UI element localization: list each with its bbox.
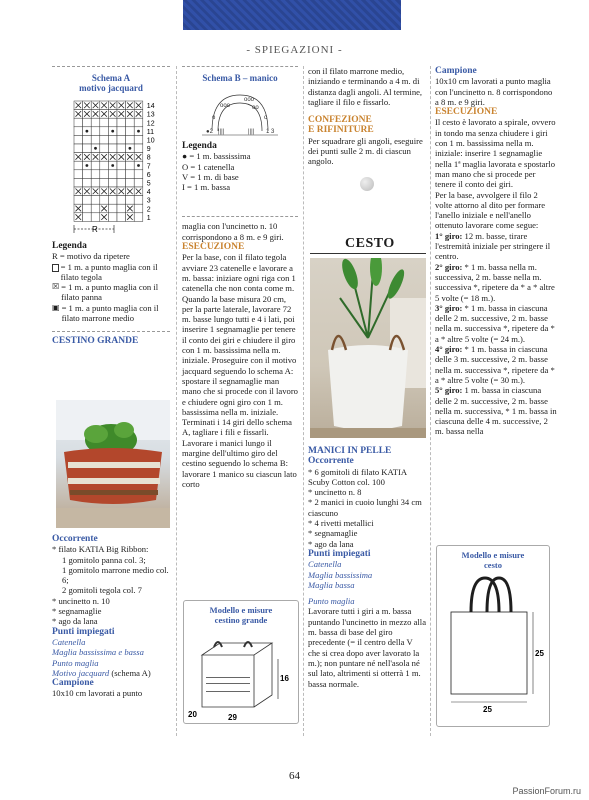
svg-text:||||: ||||	[218, 129, 225, 135]
chart-cell	[91, 178, 100, 187]
campione-text: 10x10 cm lavorati a punto maglia con l'uncinetto n. 8 corrispondono a 8 m. e 9 giri.	[435, 76, 553, 107]
punti-item-italic: Motivo jacquard	[52, 667, 110, 678]
x-square-icon: ☒	[52, 282, 60, 292]
chart-cell	[83, 135, 92, 144]
legend-a-title: Legenda	[52, 241, 87, 251]
cesto-diagram-title-line1: Modello e misure	[461, 550, 525, 560]
chart-cell	[100, 170, 109, 179]
chart-cell	[74, 135, 83, 144]
col2-para: maglia con l'uncinetto n. 10 corrispondono a 8 m. e 9 giri.	[182, 221, 284, 242]
col4-para: Il cesto è lavorato a spirale, ovvero in tondo ma senza chiudere i giri con 1 m. bassissima nella m. iniziale: inserire 1 segnamaglie nella 1ª maglia lavorata e spostarlo man mano che si procede per tenere il conto dei giri.	[435, 117, 556, 190]
column-2	[182, 66, 298, 489]
cestino-diagram-title-line2: cestino grande	[214, 615, 268, 625]
col2-para: Quando la base misura 20 cm, per la parte laterale, lavorare 72 m. basse lungo tutti e 4 i lati, poi inserire 1 segnamaglie per tenere il conto dei giri e chiudere il giro con 1 m. bassissima nella m. iniziale. Proseguire con il motivo jacquard seguendo lo schema A: spostare il segnamaglie man mano che si procede con il lavoro e chiudere ogni giro con 1 m. bassissima nella m. iniziale. Terminati i 14 giri dello schema A, tagliare i fili e fissarli.	[182, 293, 298, 438]
chart-cell	[108, 196, 117, 205]
cestino-diagram-title-line1: Modello e misure	[209, 605, 273, 615]
cestino-diagram	[183, 600, 299, 724]
chart-cell	[126, 178, 135, 187]
cestino-diagram-title	[184, 605, 298, 625]
chart-cell	[117, 170, 126, 179]
svg-text:●2: ●2	[206, 129, 213, 135]
dot-mark	[111, 130, 114, 133]
chart-cell	[83, 196, 92, 205]
schema-b-legend-title: Legenda	[182, 141, 217, 151]
cesto-diagram	[436, 545, 550, 727]
schema-b-box	[182, 66, 298, 192]
occorrente-item: * 4 rivetti metallici	[308, 518, 374, 529]
row-number: 12	[146, 120, 155, 128]
chart-cell	[83, 144, 92, 153]
column-divider	[430, 66, 431, 736]
row-number: 3	[146, 197, 151, 205]
chart-cell	[134, 178, 143, 187]
occorrente-item: * segnamaglie	[308, 528, 358, 539]
row-number: 7	[146, 163, 151, 171]
chart-cell	[83, 178, 92, 187]
cestino-height-label: 16	[280, 674, 289, 683]
schema-b-title: Schema B – manico	[202, 73, 278, 83]
punto-maglia-text: Lavorare tutti i giri a m. bassa puntando l'uncinetto in mezzo alla m. bassa di base del giro precedente (= il centro della V che si crea dopo aver lavorato la m.); non puntare né nell'asola né sul lato, altrimenti si otterrà 1 m. bassa normale.	[308, 606, 427, 689]
yarn-ball-icon	[360, 177, 374, 191]
row-number: 11	[146, 128, 155, 136]
cesto-title-rule	[310, 253, 426, 254]
cestino-depth-label: 20	[188, 710, 197, 719]
schema-a-box	[52, 66, 170, 239]
giro-text: * 1 m. bassa nella m. successiva, 2 m. basse nella m. successiva *, ripetere da * a * altre 5 volte (= 18 m.).	[435, 261, 555, 303]
column-3	[308, 66, 426, 191]
legend-a-item: R = motivo da ripetere	[52, 251, 130, 262]
chart-cell	[126, 135, 135, 144]
giro-label: 1° giro:	[435, 230, 463, 241]
svg-text:oo: oo	[252, 105, 259, 111]
manici-title: MANICI IN PELLE	[308, 446, 392, 456]
chart-cell	[126, 127, 135, 136]
watermark: PassionForum.ru	[512, 786, 581, 796]
dot-mark	[94, 147, 97, 150]
column-divider	[176, 66, 177, 736]
chart-cell	[83, 213, 92, 222]
column-4	[435, 66, 557, 437]
chart-cell	[117, 135, 126, 144]
chart-cell	[83, 204, 92, 213]
row-number: 4	[146, 189, 151, 197]
chart-cell	[100, 135, 109, 144]
cestino-section	[52, 331, 170, 346]
col2-text	[182, 216, 298, 489]
punti-item: Catenella	[52, 636, 86, 647]
col2-para: Lavorare i manici lungo il margine dell'ultimo giro del cestino seguendo lo schema B: lavorare 1 manico su ciascun lato corto	[182, 437, 297, 489]
row-number: 1	[146, 214, 151, 222]
chart-cell	[91, 204, 100, 213]
schema-a-title-line1: Schema A	[91, 73, 131, 83]
cestino-drawing	[184, 625, 298, 723]
cesto-diagram-title	[437, 550, 549, 570]
dot-mark	[137, 130, 140, 133]
chart-cell	[134, 213, 143, 222]
giro-label: 4° giro:	[435, 344, 463, 355]
cesto-height-label: 25	[535, 649, 544, 658]
chart-cell	[100, 178, 109, 187]
chart-cell	[134, 135, 143, 144]
column-1	[52, 66, 170, 347]
chart-cell	[134, 204, 143, 213]
chart-cell	[117, 161, 126, 170]
giro-item	[435, 262, 557, 303]
chart-cell	[108, 170, 117, 179]
chart-cell	[100, 196, 109, 205]
occorrente-item: * uncinetto n. 8	[308, 487, 362, 498]
occorrente-item: * uncinetto n. 10	[52, 595, 110, 606]
chart-cell	[83, 170, 92, 179]
chart-cell	[126, 161, 135, 170]
chart-cell	[134, 196, 143, 205]
occorrente-item: * 2 manici in cuoio lunghi 34 cm ciascuno	[308, 497, 422, 518]
giro-item	[435, 344, 557, 385]
chart-cell	[117, 213, 126, 222]
chart-cell	[74, 144, 83, 153]
giro-item	[435, 303, 557, 344]
row-number: 5	[146, 180, 151, 188]
chart-cell	[108, 204, 117, 213]
schema-b-legend-item: ● = 1 m. bassissima	[182, 151, 251, 162]
chart-cell	[100, 118, 109, 127]
chart-cell	[108, 213, 117, 222]
cestino-title: CESTINO GRANDE	[52, 336, 139, 347]
giro-label: 5° giro:	[435, 385, 463, 396]
chart-cell	[117, 196, 126, 205]
chart-cell	[108, 118, 117, 127]
cesto-photo	[310, 258, 426, 438]
schema-a-title-line2: motivo jacquard	[79, 83, 143, 93]
chart-cell	[134, 118, 143, 127]
occorrente-item: * ago da lana	[52, 616, 98, 627]
cesto-diagram-title-line2: cesto	[484, 560, 502, 570]
chart-cell	[117, 127, 126, 136]
chart-cell	[126, 196, 135, 205]
occorrente-item: * 6 gomitoli di filato KATIA Scuby Cotton col. 100	[308, 466, 407, 487]
chart-cell	[74, 170, 83, 179]
chart-row-numbers	[147, 103, 155, 222]
chart-cell	[108, 178, 117, 187]
cesto-title: CESTO	[345, 236, 395, 251]
occorrente-item: * ago da lana	[308, 538, 354, 549]
schema-a-title	[52, 73, 170, 93]
col2-para: Per la base, con il filato tegola avviare 23 catenelle e lavorare a m. bassa: iniziare ogni riga con 1 catenella che non conta come m.	[182, 252, 296, 294]
punti-item: Maglia bassissima	[308, 569, 373, 580]
dot-mark	[137, 164, 140, 167]
svg-text:ooo: ooo	[244, 97, 255, 103]
occorrente-item: * segnamaglie	[52, 606, 102, 617]
chart-cell	[74, 178, 83, 187]
schema-b-legend-item: V = 1 m. di base	[182, 171, 239, 182]
svg-text:ooo: ooo	[220, 103, 231, 109]
chart-cell	[91, 161, 100, 170]
row-number: 6	[146, 171, 151, 179]
jacquard-chart	[52, 97, 170, 239]
chart-cell	[91, 135, 100, 144]
row-number: 9	[146, 146, 151, 154]
legend-a-item	[52, 282, 170, 303]
cesto-width-label: 25	[483, 705, 492, 714]
occorrente-item: 2 gomitoli tegola col. 7	[62, 585, 142, 596]
esecuzione-title: ESECUZIONE	[182, 242, 245, 253]
dot-mark	[86, 164, 89, 167]
legend-a-text: = 1 m. a punto maglia con il filato tegola	[60, 261, 158, 282]
chart-cell	[117, 204, 126, 213]
empty-square-icon	[52, 264, 59, 272]
chart-cell	[91, 213, 100, 222]
legend-a-text: = 1 m. a punto maglia con il filato panna	[61, 282, 159, 303]
chart-cell	[126, 170, 135, 179]
schema-b-legend-item: I = 1 m. bassa	[182, 182, 231, 193]
chart-cell	[108, 144, 117, 153]
cestino-details	[52, 534, 170, 699]
cestino-width-label: 29	[228, 713, 237, 722]
chart-cell	[74, 118, 83, 127]
campione-text: 10x10 cm lavorati a punto	[52, 688, 143, 699]
chart-cell	[117, 178, 126, 187]
chart-cell	[91, 170, 100, 179]
legend-a-item	[52, 262, 170, 283]
punti-title: Punti impiegati	[52, 626, 115, 637]
row-number: 2	[146, 206, 151, 214]
campione-title: Campione	[435, 66, 477, 76]
svg-text:o: o	[264, 115, 268, 121]
svg-text:1 3: 1 3	[266, 129, 275, 135]
schema-b-legend-item: O = 1 catenella	[182, 161, 235, 172]
svg-text:o: o	[212, 115, 216, 121]
dot-mark	[86, 130, 89, 133]
giro-text: * 1 m. bassa in ciascuna delle 2 m. successive, 2 m. basse nella m. successiva *, ripetere da * a * altre 5 volte (= 24 m.).	[435, 302, 555, 344]
manici-section	[308, 446, 426, 689]
page-header: - SPIEGAZIONI -	[246, 44, 343, 56]
confezione-title-line2: E RIFINITURE	[308, 125, 374, 136]
chart-cell	[91, 196, 100, 205]
occorrente-item: * filato KATIA Big Ribbon:	[52, 544, 149, 555]
chart-cell	[100, 127, 109, 136]
punti-item: Catenella	[308, 559, 342, 570]
giro-text: 12 m. basse, tirare l'estremità iniziale per stringere il centro.	[435, 230, 551, 262]
esecuzione-title: ESECUZIONE	[435, 107, 498, 118]
giro-item	[435, 385, 557, 436]
row-number: 8	[146, 154, 151, 162]
svg-text:||||: ||||	[248, 129, 255, 135]
row-number: 10	[146, 137, 155, 145]
punti-item	[52, 668, 170, 678]
chart-cell	[100, 144, 109, 153]
handle-stitch-chart	[182, 83, 298, 141]
giro-label: 2° giro:	[435, 261, 463, 272]
cesto-drawing	[437, 570, 549, 720]
giro-text: * 1 m. bassa in ciascuna delle 3 m. successive, 2 m. basse nella m. successiva *, ripetere da * a * altre 5 volte (= 30 m.).	[435, 344, 555, 385]
chart-cell	[134, 144, 143, 153]
page-number: 64	[289, 770, 300, 782]
dot-mark	[129, 147, 132, 150]
chart-cell	[126, 118, 135, 127]
punti-item-rest: (schema A)	[109, 667, 151, 678]
repeat-label: R	[92, 225, 98, 234]
giro-item	[435, 231, 557, 262]
chart-cell	[117, 118, 126, 127]
legend-a	[52, 241, 170, 323]
chart-cell	[74, 161, 83, 170]
occorrente-item: 1 gomitolo panna col. 3;	[62, 554, 146, 565]
chart-cell	[83, 118, 92, 127]
legend-a-item	[52, 303, 170, 324]
chart-cell	[91, 127, 100, 136]
punti-item: Maglia bassissima e bassa	[52, 647, 144, 658]
chart-cell	[134, 170, 143, 179]
legend-a-text: = 1 m. a punto maglia con il filato marrone medio	[61, 302, 159, 324]
confezione-title	[308, 115, 426, 136]
occorrente-title: Occorrente	[308, 456, 354, 467]
dot-mark	[111, 164, 114, 167]
chart-cell	[117, 144, 126, 153]
occorrente-item: 1 gomitolo marrone medio col. 6;	[62, 564, 169, 586]
campione-title: Campione	[52, 678, 94, 689]
punti-item: Maglia bassa	[308, 579, 355, 590]
col3-para: Per squadrare gli angoli, eseguire dei punti sulle 2 m. di ciascun angolo.	[308, 135, 423, 167]
col4-para: Per la base, avvolgere il filo 2 volte attorno al dito per formare l'anello iniziale e nell'anello ottenuto lavorare come segue:	[435, 189, 546, 231]
dot-square-icon: ▣	[52, 302, 60, 312]
occorrente-title: Occorrente	[52, 534, 98, 544]
punto-maglia-title: Punto maglia	[308, 596, 355, 607]
chart-cell	[74, 196, 83, 205]
chart-cell	[108, 135, 117, 144]
col3-para: con il filato marrone medio, iniziando e terminando a 4 m. di distanza dagli angoli. Al termine, tagliare il filo e fissarlo.	[308, 66, 423, 107]
punti-item: Punto maglia	[52, 657, 99, 668]
chart-cell	[100, 161, 109, 170]
giro-text: 1 m. bassa in ciascuna delle 2 m. successive, 2 m. basse nella m. successiva, * 1 m. bassa in ciascuna delle 4 m. successive, 2 m. bassa nella	[435, 385, 557, 437]
column-divider	[303, 66, 304, 736]
punti-title: Punti impiegati	[308, 548, 371, 559]
confezione-title-line1: CONFEZIONE	[308, 115, 372, 126]
row-number: 13	[146, 111, 155, 119]
row-number: 14	[146, 103, 155, 111]
knit-texture-image	[183, 0, 401, 30]
giro-label: 3° giro:	[435, 302, 463, 313]
cestino-photo	[56, 400, 170, 528]
chart-cell	[74, 127, 83, 136]
repeat-bracket	[74, 225, 114, 234]
chart-cell	[91, 118, 100, 127]
